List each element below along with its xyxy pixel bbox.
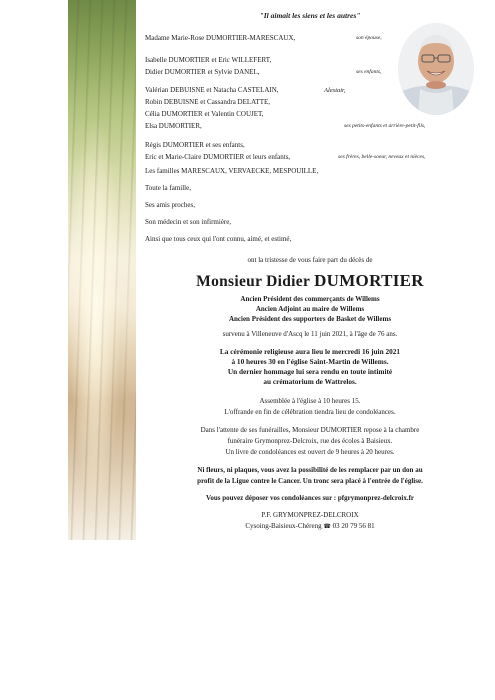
family-role: son épouse, bbox=[356, 35, 382, 41]
deceased-prefix: Monsieur Didier bbox=[196, 273, 310, 290]
family-line: Son médecin et son infirmière, bbox=[145, 218, 232, 226]
side-forest-photo bbox=[68, 0, 136, 540]
family-role: ses frères, belle-soeur, neveux et nièces, bbox=[338, 154, 426, 160]
family-role: Alestair, bbox=[324, 87, 346, 94]
assembly-line: L'offrande en fin de célébration tiendra lieu de condoléances. bbox=[224, 408, 396, 416]
family-line: Isabelle DUMORTIER et Eric WILLEFERT, bbox=[145, 56, 272, 64]
family-role: ses enfants, bbox=[356, 69, 382, 75]
waiting-line: Un livre de condoléances est ouvert de 9 heures à 20 heures. bbox=[225, 448, 395, 456]
ceremony-line: Un dernier hommage lui sera rendu en toute intimité bbox=[227, 367, 393, 376]
portrait-photo bbox=[398, 23, 474, 115]
funeral-home-address: Cysoing-Baisieux-Chéreng bbox=[245, 522, 322, 530]
announce-text: ont la tristesse de vous faire part du décès de bbox=[247, 256, 373, 264]
title-line: Ancien Président des supporters de Basket de Willems bbox=[228, 315, 392, 323]
flowers-line: profit de la Ligue contre le Cancer. Un tronc sera placé à l'entrée de l'église. bbox=[197, 477, 423, 485]
flowers-line: Ni fleurs, ni plaques, vous avez la possibilité de les remplacer par un don au bbox=[197, 466, 423, 474]
waiting-line: Dans l'attente de ses funérailles, Monsieur DUMORTIER repose à la chambre bbox=[200, 426, 420, 434]
family-line: Ainsi que tous ceux qui l'ont connu, aimé, et estimé, bbox=[145, 235, 292, 243]
family-line: Didier DUMORTIER et Sylvie DANEL, bbox=[145, 68, 260, 76]
family-line: Célia DUMORTIER et Valentin COUJET, bbox=[145, 110, 264, 118]
phone-icon: ☎ bbox=[323, 524, 331, 530]
death-info: survenu à Villeneuve d'Ascq le 11 juin 2021, à l'âge de 76 ans. bbox=[222, 330, 398, 338]
title-line: Ancien Président des commerçants de Willems bbox=[240, 295, 380, 303]
family-line: Eric et Marie-Claire DUMORTIER et leurs enfants, bbox=[145, 153, 291, 161]
ceremony-line: au crématorium de Wattrelos. bbox=[263, 377, 357, 386]
family-line: Régis DUMORTIER et ses enfants, bbox=[145, 141, 245, 149]
title-line: Ancien Adjoint au maire de Willems bbox=[255, 305, 365, 313]
family-line: Toute la famille, bbox=[145, 184, 191, 192]
ceremony-line: à 10 heures 30 en l'église Saint-Martin de Willems. bbox=[231, 357, 389, 366]
funeral-home-phone: 03 20 79 56 81 bbox=[332, 522, 375, 530]
funeral-home-name: P.F. GRYMONPREZ-DELCROIX bbox=[261, 511, 359, 519]
funeral-home-contact bbox=[140, 522, 480, 531]
deceased-name bbox=[140, 272, 480, 291]
assembly-line: Assemblée à l'église à 10 heures 15. bbox=[259, 397, 361, 405]
family-line: Robin DEBUISNE et Cassandra DELATTE, bbox=[145, 98, 271, 106]
waiting-line: funéraire Grymonprez-Delcroix, rue des écoles à Baisieux. bbox=[227, 437, 393, 445]
family-line: Elsa DUMORTIER, bbox=[145, 122, 202, 130]
quote: "Il aimait les siens et les autres" bbox=[259, 11, 361, 20]
ceremony-line: La cérémonie religieuse aura lieu le mercredi 16 juin 2021 bbox=[219, 347, 401, 356]
condolences-website: Vous pouvez déposer vos condoléances sur : pfgrymonprez-delcroix.fr bbox=[205, 494, 415, 502]
family-line: Madame Marie-Rose DUMORTIER-MARESCAUX, bbox=[145, 34, 296, 42]
family-role: ses petits-enfants et arrière-petit-fils, bbox=[344, 123, 426, 129]
family-line: Valérian DEBUISNE et Natacha CASTELAIN, bbox=[145, 86, 279, 94]
family-line: Ses amis proches, bbox=[145, 201, 195, 209]
family-line: Les familles MARESCAUX, VERVAECKE, MESPOUILLE, bbox=[145, 167, 319, 175]
deceased-last-name: DUMORTIER bbox=[314, 271, 424, 290]
